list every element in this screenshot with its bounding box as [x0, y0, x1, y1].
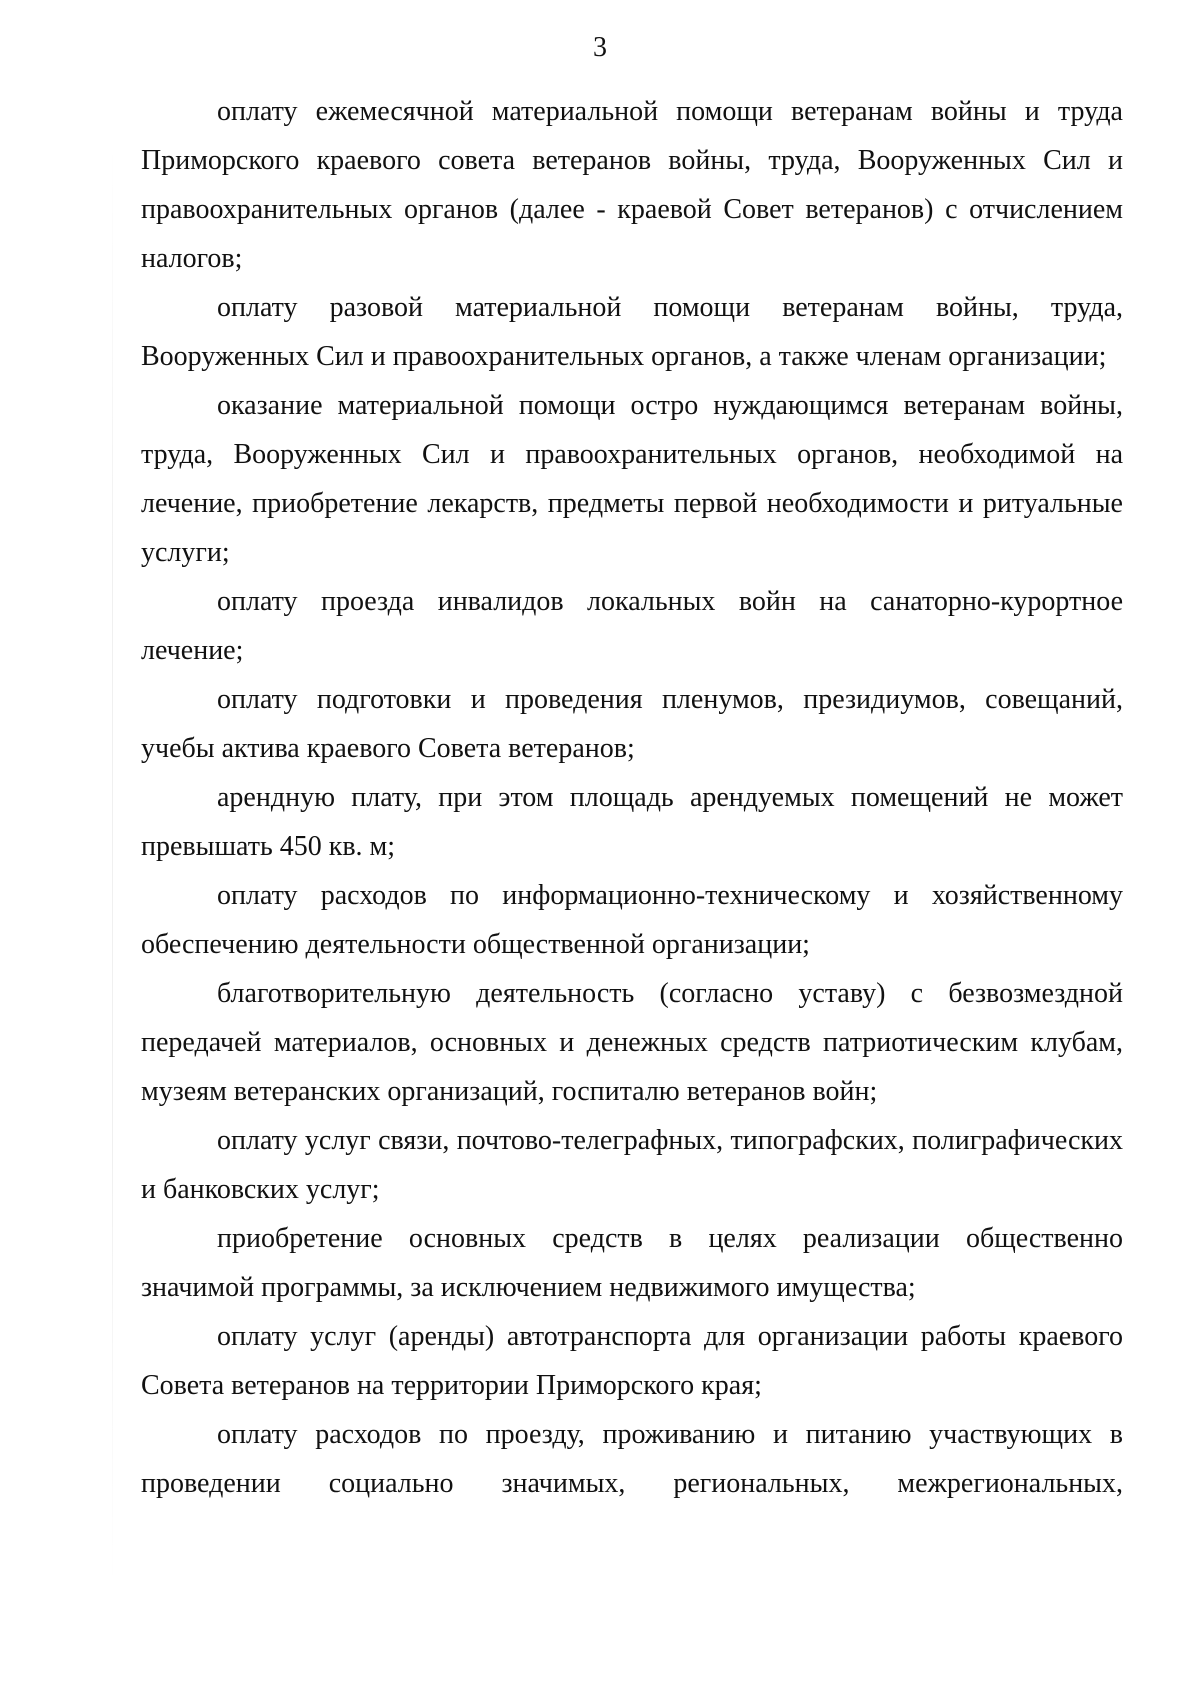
- paragraph-rent: арендную плату, при этом площадь арендуемых помещений не может превышать 450 кв. м;: [141, 782, 1123, 862]
- paragraph-charity: благотворительную деятельность (согласно уставу) с безвозмездной передачей материалов, основных и денежных средств патриотическим клубам, музеям ветеранских организаций, госпиталю ветеранов войн;: [141, 978, 1123, 1107]
- paragraph-travel-disabled: оплату проезда инвалидов локальных войн на санаторно-курортное лечение;: [141, 586, 1123, 666]
- page-number: 3: [593, 32, 607, 63]
- paragraph-it-support: оплату расходов по информационно-техническому и хозяйственному обеспечению деятельности общественной организации;: [141, 880, 1123, 960]
- paragraph-needy-aid: оказание материальной помощи остро нуждающимся ветеранам войны, труда, Вооруженных Сил и правоохранительных органов, необходимой на лечение, приобретение лекарств, предметы первой необходимости и ритуальные услуги;: [141, 390, 1123, 568]
- paragraph-transport: оплату услуг (аренды) автотранспорта для организации работы краевого Совета ветеранов на территории Приморского края;: [141, 1321, 1123, 1401]
- paragraph-fixed-assets: приобретение основных средств в целях реализации общественно значимой программы, за исключением недвижимого имущества;: [141, 1223, 1123, 1303]
- paragraph-monthly-aid: оплату ежемесячной материальной помощи ветеранам войны и труда Приморского краевого совета ветеранов войны, труда, Вооруженных Сил и правоохранительных органов (далее - краевой Совет ветеранов) с отчислением налогов;: [141, 96, 1123, 274]
- paragraph-travel-expenses: оплату расходов по проезду, проживанию и питанию участвующих в проведении социально значимых, региональных, межрегиональных,: [141, 1419, 1123, 1499]
- paragraph-plenums: оплату подготовки и проведения пленумов, президиумов, совещаний, учебы актива краевого Совета ветеранов;: [141, 684, 1123, 764]
- document-body: [141, 87, 1123, 1508]
- paragraph-communication: оплату услуг связи, почтово-телеграфных, типографских, полиграфических и банковских услуг;: [141, 1125, 1123, 1205]
- scan-margin-shadow: [112, 140, 113, 1590]
- paragraph-one-time-aid: оплату разовой материальной помощи ветеранам войны, труда, Вооруженных Сил и правоохранительных органов, а также членам организации;: [141, 292, 1123, 372]
